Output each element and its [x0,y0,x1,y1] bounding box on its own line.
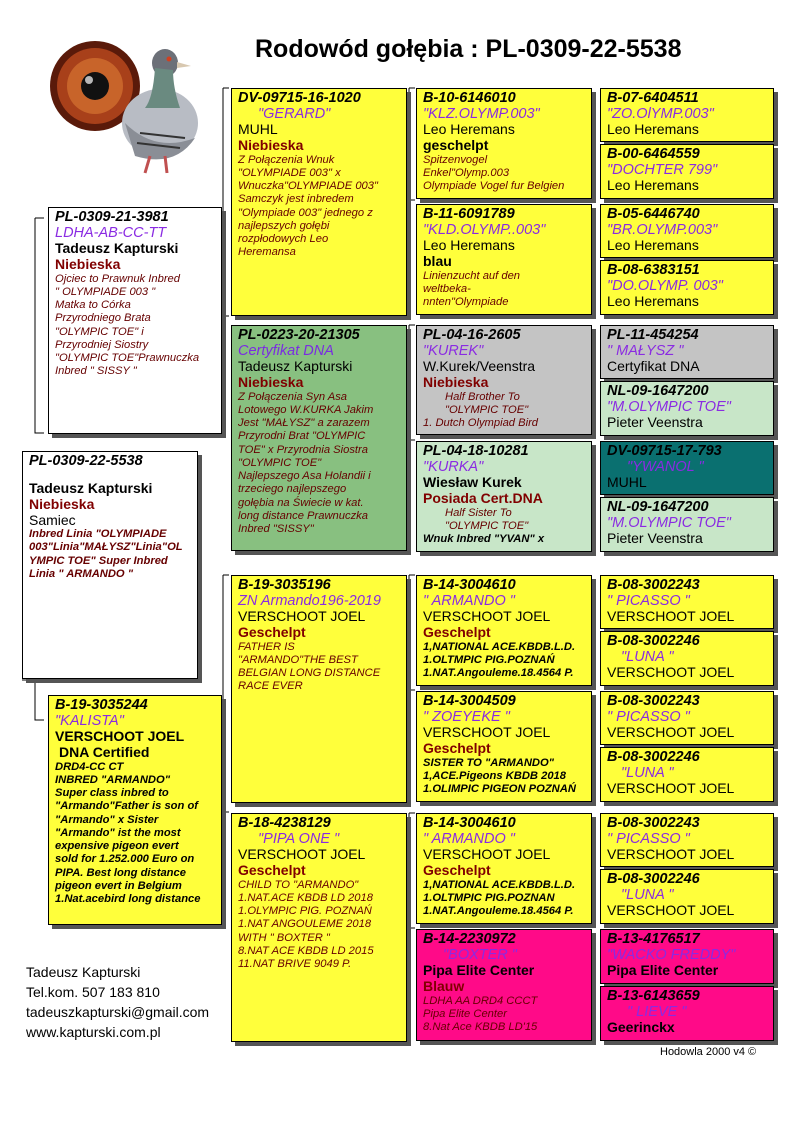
note: Pipa Elite Center [423,1008,507,1021]
gg-grandparent-card-16[interactable] [600,986,774,1041]
note: "ARMANDO"THE BEST [238,654,358,667]
color: Posiada Cert.DNA [423,490,543,507]
pigeon-name: " MAŁYSZ " [607,343,684,360]
owner: Pieter Veenstra [607,530,703,547]
father-note: " OLYMPIADE 003 " [55,286,156,299]
owner: VERSCHOOT JOEL [607,724,735,741]
mother-name: "KALISTA" [55,713,124,730]
owner: Pipa Elite Center [423,962,535,979]
note: Z Połączenia Syn Asa [238,390,348,403]
subject-note: Inbred Linia "OLYMPIADE [29,528,167,541]
ring-number: B-10-6146010 [423,90,516,106]
owner: Leo Heremans [607,293,699,310]
father-card[interactable] [48,207,222,434]
mother-note: "Armando" ist the most [55,826,181,839]
ring-number: PL-04-16-2605 [423,327,521,343]
pigeon-name: "YWANOL " [627,459,704,476]
owner: W.Kurek/Veenstra [423,358,536,375]
pigeon-name: "LUNA " [621,765,674,782]
father-ring-number: PL-0309-21-3981 [55,209,169,225]
mother-note: pigeon evert in Belgium [55,879,182,892]
note: SISTER TO "ARMANDO" [423,756,554,769]
footer-version: Hodowla 2000 v4 © [660,1046,757,1058]
owner: Tadeusz Kapturski [238,358,353,375]
mother-note: DRD4-CC CT [55,760,124,773]
owner: Leo Heremans [607,237,699,254]
note: Inbred "SISSY" [238,523,314,535]
owner: Leo Heremans [423,121,515,138]
subject-owner: Tadeusz Kapturski [29,480,153,497]
note: trzeciego najlepszego [238,483,347,496]
grandmother-maternal-card[interactable] [231,813,407,1042]
father-note: Inbred " SISSY " [55,365,137,378]
note: 1. Dutch Olympiad Bird [423,417,539,430]
note: nnten"Olympiade [423,296,509,309]
father-note: Przyrodniej Siostry [55,338,149,351]
note: WITH " BOXTER " [238,931,330,944]
gg-grandparent-card-5[interactable] [600,325,774,379]
owner: VERSCHOOT JOEL [423,608,551,625]
note: 1.OLIMPIC PIGEON POZNAŃ [423,783,576,796]
mother-card[interactable] [48,695,222,925]
owner: Leo Heremans [423,237,515,254]
father-note: "OLYMPIC TOE" i [55,325,144,338]
mother-note: sold for 1.252.000 Euro on [55,853,195,866]
mother-owner: VERSCHOOT JOEL [55,728,185,745]
note: Przyrodni Brat "OLYMPIC [238,430,366,443]
ring-number: B-08-3002243 [607,577,700,593]
ring-number: B-08-3002246 [607,633,700,649]
mother-note: INBRED "ARMANDO" [55,774,171,787]
great-grandparent-card-8[interactable] [416,929,592,1041]
subject-note: YMPIC TOE" Super Inbred [29,554,168,567]
mother-note: "Armando"Father is son of [55,800,199,813]
owner: Pieter Veenstra [607,414,703,431]
owner: VERSCHOOT JOEL [607,902,735,919]
owner: VERSCHOOT JOEL [607,608,735,625]
great-grandparent-card-2[interactable] [416,204,592,315]
note: 8.Nat Ace KBDB LD'15 [423,1021,538,1034]
note: 11.NAT BRIVE 9049 P. [238,958,352,971]
note: najlepszych gołębi [238,219,330,232]
ring-number: B-07-6404511 [607,90,699,106]
note: Wnuk Inbred "YVAN" x [423,533,545,546]
pigeon-name: " ARMANDO " [423,593,515,610]
color: Geschelpt [238,624,306,641]
owner: MUHL [607,474,647,491]
note: Half Brother To [445,390,520,403]
note: 1,ACE.Pigeons KBDB 2018 [423,770,566,783]
pigeon-name: "KUREK" [423,343,484,360]
ring-number: B-05-6446740 [607,206,700,222]
color: Geschelpt [238,862,306,879]
pigeon-name: "DO.OLYMP. 003" [607,278,723,295]
note: 1,NATIONAL ACE.KBDB.L.D. [423,878,576,891]
note: BELGIAN LONG DISTANCE [238,667,381,680]
owner: VERSCHOOT JOEL [607,846,735,863]
pigeon-name: Certyfikat DNA [238,343,334,360]
ring-number: B-19-3035196 [238,577,331,593]
subject-pigeon-card[interactable] [22,451,198,679]
color: Niebieska [423,374,489,391]
pigeon-name: "DOCHTER 799" [607,162,718,179]
note: 1.OLYMPIC PIG. POZNAŃ [238,905,372,918]
father-note: Przyrodniego Brata [55,312,151,325]
father-note: Ojciec to Prawnuk Inbred [55,272,180,285]
ring-number: B-08-3002246 [607,871,700,887]
note: Half Sister To [445,506,512,519]
note: 1.NAT.ACE KBDB LD 2018 [238,892,373,905]
owner: Geerinckx [607,1019,675,1036]
ring-number: PL-0223-20-21305 [238,327,360,343]
ring-number: B-11-6091789 [423,206,515,222]
owner: MUHL [238,121,278,138]
pigeon-name: "PIPA ONE " [258,831,340,848]
color: Geschelpt [423,624,491,641]
great-grandparent-card-3[interactable] [416,325,592,435]
ring-number: B-14-2230972 [423,931,516,947]
note: weltbeka- [423,283,471,296]
ring-number: B-13-4176517 [607,931,700,947]
contact-block [26,962,209,1042]
note: Z Połączenia Wnuk [238,153,335,166]
owner: VERSCHOOT JOEL [423,724,551,741]
gg-grandparent-card-11[interactable] [600,691,774,745]
pigeon-name: " PICASSO " [607,593,690,610]
ring-number: B-08-6383151 [607,262,700,278]
pigeon-name: " PICASSO " [607,709,690,726]
mother-note: PIPA. Best long distance [55,866,186,879]
pigeon-name: "WACKO FREDDY" [607,947,736,964]
pigeon-name: "KLD.OLYMP..003" [423,222,546,239]
pigeon-name: "GERARD" [258,106,331,123]
note: "OLYMPIADE 003" x [238,167,341,180]
owner: VERSCHOOT JOEL [607,664,735,681]
note: 1.NAT ANGOULEME 2018 [238,918,372,931]
ring-number: B-13-6143659 [607,988,700,1004]
gg-grandparent-card-3[interactable] [600,204,774,258]
note: Lotowego W.KURKA Jakim [238,404,374,417]
mother-certificate: DNA Certified [59,744,150,761]
note: "Olympiade 003" jednego z [238,206,373,219]
contact-website[interactable]: www.kapturski.com.pl [26,1024,161,1040]
color: Geschelpt [423,740,491,757]
note: Spitzenvogel [423,153,488,166]
gg-grandparent-card-10[interactable] [600,631,774,686]
pigeon-name: "KURKA" [423,459,484,476]
note: LDHA AA DRD4 CCCT [423,994,538,1007]
gg-grandparent-card-15[interactable] [600,929,774,984]
owner: Certyfikat DNA [607,358,700,375]
contact-name: Tadeusz Kapturski [26,964,141,980]
gg-grandparent-card-13[interactable] [600,813,774,867]
grandmother-paternal-card[interactable] [231,325,407,551]
pigeon-name: "M.OLYMPIC TOE" [607,399,731,416]
note: "OLYMPIC TOE" [445,404,529,417]
ring-number: B-08-3002243 [607,693,700,709]
ring-number: PL-04-18-10281 [423,443,529,459]
owner: Leo Heremans [607,177,699,194]
note: Jest "MAŁYSZ" a zarazem [238,417,370,430]
gg-grandparent-card-9[interactable] [600,575,774,629]
great-grandparent-card-4[interactable] [416,441,592,552]
note: "OLYMPIC TOE" [445,520,529,533]
owner: VERSCHOOT JOEL [238,846,366,863]
note: 1,NATIONAL ACE.KBDB.L.D. [423,640,576,653]
father-owner: Tadeusz Kapturski [55,240,179,257]
great-grandparent-card-1[interactable] [416,88,592,199]
ring-number: DV-09715-17-793 [607,443,722,459]
note: long distance Prawnuczka [238,509,368,522]
father-note: "OLYMPIC TOE"Prawnuczka [55,352,200,365]
ring-number: B-08-3002246 [607,749,700,765]
ring-number: B-14-3004610 [423,815,516,831]
owner: Wiesław Kurek [423,474,522,491]
pigeon-name: "BOXTER " [443,947,517,964]
father-name: LDHA-AB-CC-TT [55,225,167,242]
great-grandparent-card-5[interactable] [416,575,592,686]
pigeon-name: " ARMANDO " [423,831,515,848]
pigeon-name: "KLZ.OLYMP.003" [423,106,540,123]
mother-ring-number: B-19-3035244 [55,697,148,713]
ring-number: DV-09715-16-1020 [238,90,361,106]
note: CHILD TO "ARMANDO" [238,878,359,891]
note: Enkel"Olymp.003 [423,167,510,180]
gg-grandparent-card-4[interactable] [600,260,774,315]
note: 1.NAT.Angouleme.18.4564 P. [423,905,574,918]
owner: Leo Heremans [607,121,699,138]
mother-note: Super class inbred to [55,787,169,800]
subject-color: Niebieska [29,495,95,512]
ring-number: PL-11-454254 [607,327,699,343]
gg-grandparent-card-12[interactable] [600,747,774,802]
pigeon-name: "LUNA " [621,649,674,666]
ring-number: B-00-6464559 [607,146,700,162]
subject-note: 003"Linia"MAŁYSZ"Linia"OL [29,541,183,554]
great-grandparent-card-7[interactable] [416,813,592,924]
ring-number: B-14-3004610 [423,577,516,593]
note: RACE EVER [238,680,303,693]
ring-number: B-14-3004509 [423,693,516,709]
father-color: Niebieska [55,256,121,273]
ring-number: NL-09-1647200 [607,499,709,515]
grandfather-maternal-card[interactable] [231,575,407,803]
gg-grandparent-card-8[interactable] [600,497,774,552]
mother-note: expensive pigeon evert [55,840,179,853]
pigeon-name: "ZO.OlYMP.003" [607,106,714,123]
mother-note: 1.Nat.acebird long distance [55,893,201,905]
pigeon-name: ZN Armando196-2019 [238,593,381,610]
color: geschelpt [423,137,489,154]
color: Geschelpt [423,862,491,879]
note: 8.NAT ACE KBDB LD 2015 [238,944,374,957]
note: Heremansa [238,246,296,259]
pigeon-name: "LUNA " [621,887,674,904]
pigeon-name: "M.OLYMPIC TOE" [607,515,731,532]
color: Niebieska [238,137,304,154]
note: 1.OLTMPIC PIG.POZNAN [423,892,555,905]
gg-grandparent-card-2[interactable] [600,144,774,199]
note: Olympiade Vogel fur Belgien [423,180,565,193]
note: Linienzucht auf den [423,269,521,282]
pigeon-name: "BR.OLYMP.003" [607,222,718,239]
subject-sex: Samiec [29,511,76,528]
page-title: Rodowód gołębia : PL-0309-22-5538 [255,35,682,63]
gg-grandparent-card-1[interactable] [600,88,774,142]
gg-grandparent-card-14[interactable] [600,869,774,924]
contact-email[interactable]: tadeuszkapturski@gmail.com [26,1004,210,1020]
pigeon-name: " ZOEYEKE " [423,709,510,726]
note: Najlepszego Asa Holandii i [238,470,371,483]
subject-ring-number: PL-0309-22-5538 [29,453,143,469]
note: Wnuczka"OLYMPIADE 003" [238,180,378,193]
owner: VERSCHOOT JOEL [423,846,551,863]
gg-grandparent-card-7[interactable] [600,441,774,495]
note: 1.OLTMPIC PIG.POZNAŃ [423,654,555,667]
ring-number: B-18-4238129 [238,815,331,831]
note: 1.NAT.Angouleme.18.4564 P. [423,667,574,680]
contact-phone: Tel.kom. 507 183 810 [26,984,160,1000]
note: gołębia na Świecie w kat. [238,496,364,509]
note: Samczyk jest inbredem [238,193,354,206]
gg-grandparent-card-6[interactable] [600,381,774,436]
grandfather-paternal-card[interactable] [231,88,407,316]
note: TOE" x Przyrodnia Siostra [238,443,368,456]
pigeon-name: " LIEVE " [627,1004,687,1021]
subject-note: Linia " ARMANDO " [29,567,134,580]
note: "OLYMPIC TOE" [238,456,322,469]
ring-number: B-08-3002243 [607,815,700,831]
pigeon-logo-icon [45,28,205,178]
note: rozpłodowych Leo [238,233,329,246]
ring-number: NL-09-1647200 [607,383,709,399]
owner: VERSCHOOT JOEL [238,608,366,625]
color: Niebieska [238,374,304,391]
pigeon-name: " PICASSO " [607,831,690,848]
great-grandparent-card-6[interactable] [416,691,592,802]
color: blau [423,253,452,270]
owner: VERSCHOOT JOEL [607,780,735,797]
father-note: Matka to Córka [55,299,131,312]
owner: Pipa Elite Center [607,962,719,979]
color: Blauw [423,978,465,995]
note: FATHER IS [238,640,295,653]
mother-note: "Armando" x Sister [55,813,159,826]
